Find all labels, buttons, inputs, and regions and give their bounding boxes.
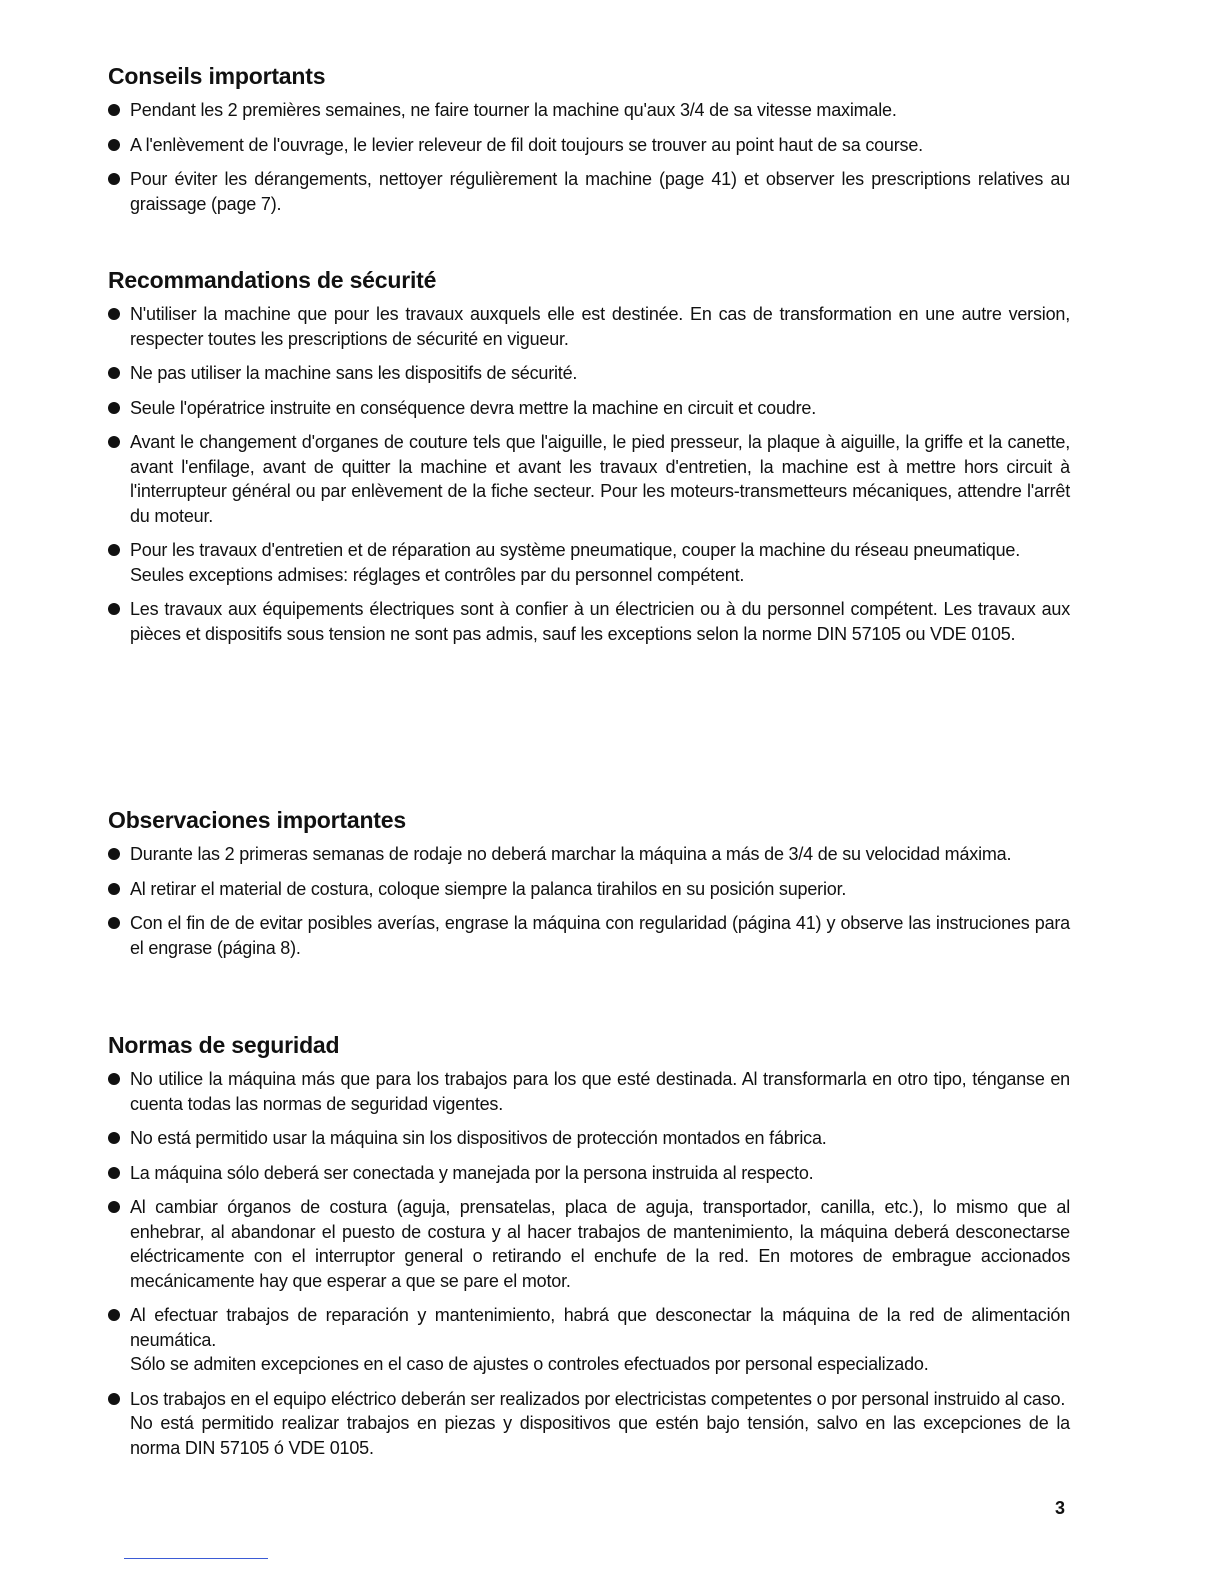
bullet-list [108,1067,1070,1460]
bullet-icon [108,1073,120,1085]
list-item [108,302,1070,351]
list-item-text: Sólo se admiten excepciones en el caso de ajustes o controles efectuados por personal especializado. [130,1354,929,1374]
bullet-icon [108,402,120,414]
list-item [108,1387,1070,1461]
list-item [108,167,1070,216]
list-item [108,911,1070,960]
list-item-text: Les travaux aux équipements électriques sont à confier à un électricien ou à du personnel compétent. Les travaux aux pièces et dispositifs sous tension ne sont pas admis, sauf les exceptions selon la norme DIN 57105 ou VDE 0105. [130,599,1070,644]
bullet-icon [108,1309,120,1321]
list-item [108,1161,1070,1186]
list-item-text: No utilice la máquina más que para los trabajos para los que esté destinada. Al transformarla en otro tipo, ténganse en cuenta todas las normas de seguridad vigentes. [130,1069,1070,1114]
list-item-text: A l'enlèvement de l'ouvrage, le levier releveur de fil doit toujours se trouver au point haut de sa course. [130,134,923,155]
bullet-icon [108,917,120,929]
list-item [108,1195,1070,1293]
list-item-text: No está permitido realizar trabajos en piezas y dispositivos que estén bajo tensión, salvo en las excepciones de la norma DIN 57105 ó VDE 0105. [130,1413,1070,1458]
list-item-text: Al efectuar trabajos de reparación y mantenimiento, habrá que desconectar la máquina de la red de alimentación neumática. [130,1305,1070,1350]
list-item-text: Durante las 2 primeras semanas de rodaje no deberá marchar la máquina a más de 3/4 de su velocidad máxima. [130,844,1012,864]
footer-rule [124,1558,268,1559]
bullet-icon [108,367,120,379]
bullet-icon [108,139,120,151]
bullet-icon [108,603,120,615]
list-item [108,538,1070,587]
bullet-icon [108,1167,120,1179]
list-item-text: Ne pas utiliser la machine sans les dispositifs de sécurité. [130,363,578,383]
section-heading: Normas de seguridad [108,1032,340,1058]
list-item-text: La máquina sólo deberá ser conectada y manejada por la persona instruida al respecto. [130,1162,814,1183]
list-item [108,1126,1070,1151]
list-item-text: Al cambiar órganos de costura (aguja, prensatelas, placa de aguja, transportador, canilla, etc.), lo mismo que al enhebrar, al abandonar el puesto de costura y al hacer trabajos de mantenimiento, la máquina deberá desconectarse eléctricamente con el interruptor general o retirando el enchufe de la red. En motores de embrague accionados mecánicamente hay que esperar a que se pare el motor. [130,1197,1070,1291]
list-item [108,396,1070,421]
bullet-icon [108,308,120,320]
bullet-icon [108,173,120,185]
list-item-text: Avant le changement d'organes de couture tels que l'aiguille, le pied presseur, la plaque à aiguille, la griffe et la canette, avant l'enfilage, avant de quitter la machine et avant les travaux d'entretien, la machine est à mettre hors circuit à l'interrupteur général ou par enlèvement de la fiche secteur. Pour les moteurs-transmetteurs mécaniques, attendre l'arrêt du moteur. [130,432,1070,526]
bullet-icon [108,883,120,895]
section-observaciones-importantes [108,806,1070,970]
list-item [108,1067,1070,1116]
list-item [108,430,1070,528]
list-item-text: N'utiliser la machine que pour les travaux auxquels elle est destinée. En cas de transformation en une autre version, respecter toutes les prescriptions de sécurité en vigueur. [130,304,1070,349]
list-item [108,597,1070,646]
list-item-text: Pendant les 2 premières semaines, ne faire tourner la machine qu'aux 3/4 de sa vitesse maximale. [130,100,897,120]
list-item-text: Al retirar el material de costura, coloque siempre la palanca tirahilos en su posición superior. [130,878,847,899]
list-item-text: Seule l'opératrice instruite en conséquence devra mettre la machine en circuit et coudre. [130,397,817,418]
list-item-text: Pour les travaux d'entretien et de réparation au système pneumatique, couper la machine du réseau pneumatique. [130,540,1020,560]
section-heading: Observaciones importantes [108,807,406,833]
bullet-list [108,98,1070,216]
section-recommandations-securite [108,266,1070,656]
bullet-list [108,842,1070,960]
section-conseils-importants [108,62,1070,226]
section-heading: Recommandations de sécurité [108,267,437,293]
bullet-icon [108,1132,120,1144]
list-item-text: No está permitido usar la máquina sin los dispositivos de protección montados en fábrica. [130,1128,827,1148]
bullet-icon [108,104,120,116]
list-item [108,842,1070,867]
bullet-icon [108,436,120,448]
section-heading: Conseils importants [108,63,326,89]
bullet-icon [108,1201,120,1213]
bullet-icon [108,848,120,860]
bullet-icon [108,544,120,556]
list-item-text: Pour éviter les dérangements, nettoyer régulièrement la machine (page 41) et observer les prescriptions relatives au graissage (page 7). [130,169,1070,214]
bullet-icon [108,1393,120,1405]
list-item [108,1303,1070,1377]
page-number: 3 [1055,1498,1066,1518]
list-item-text: Con el fin de de evitar posibles averías, engrase la máquina con regularidad (página 41) y observe las instruciones para el engrase (página 8). [130,913,1070,958]
list-item [108,133,1070,158]
list-item [108,98,1070,123]
list-item-text: Seules exceptions admises: réglages et contrôles par du personnel compétent. [130,564,745,585]
list-item [108,877,1070,902]
section-normas-seguridad [108,1031,1070,1470]
list-item-text: Los trabajos en el equipo eléctrico deberán ser realizados por electricistas competentes o por personal instruido al caso. [130,1388,1066,1409]
list-item [108,361,1070,386]
bullet-list [108,302,1070,646]
